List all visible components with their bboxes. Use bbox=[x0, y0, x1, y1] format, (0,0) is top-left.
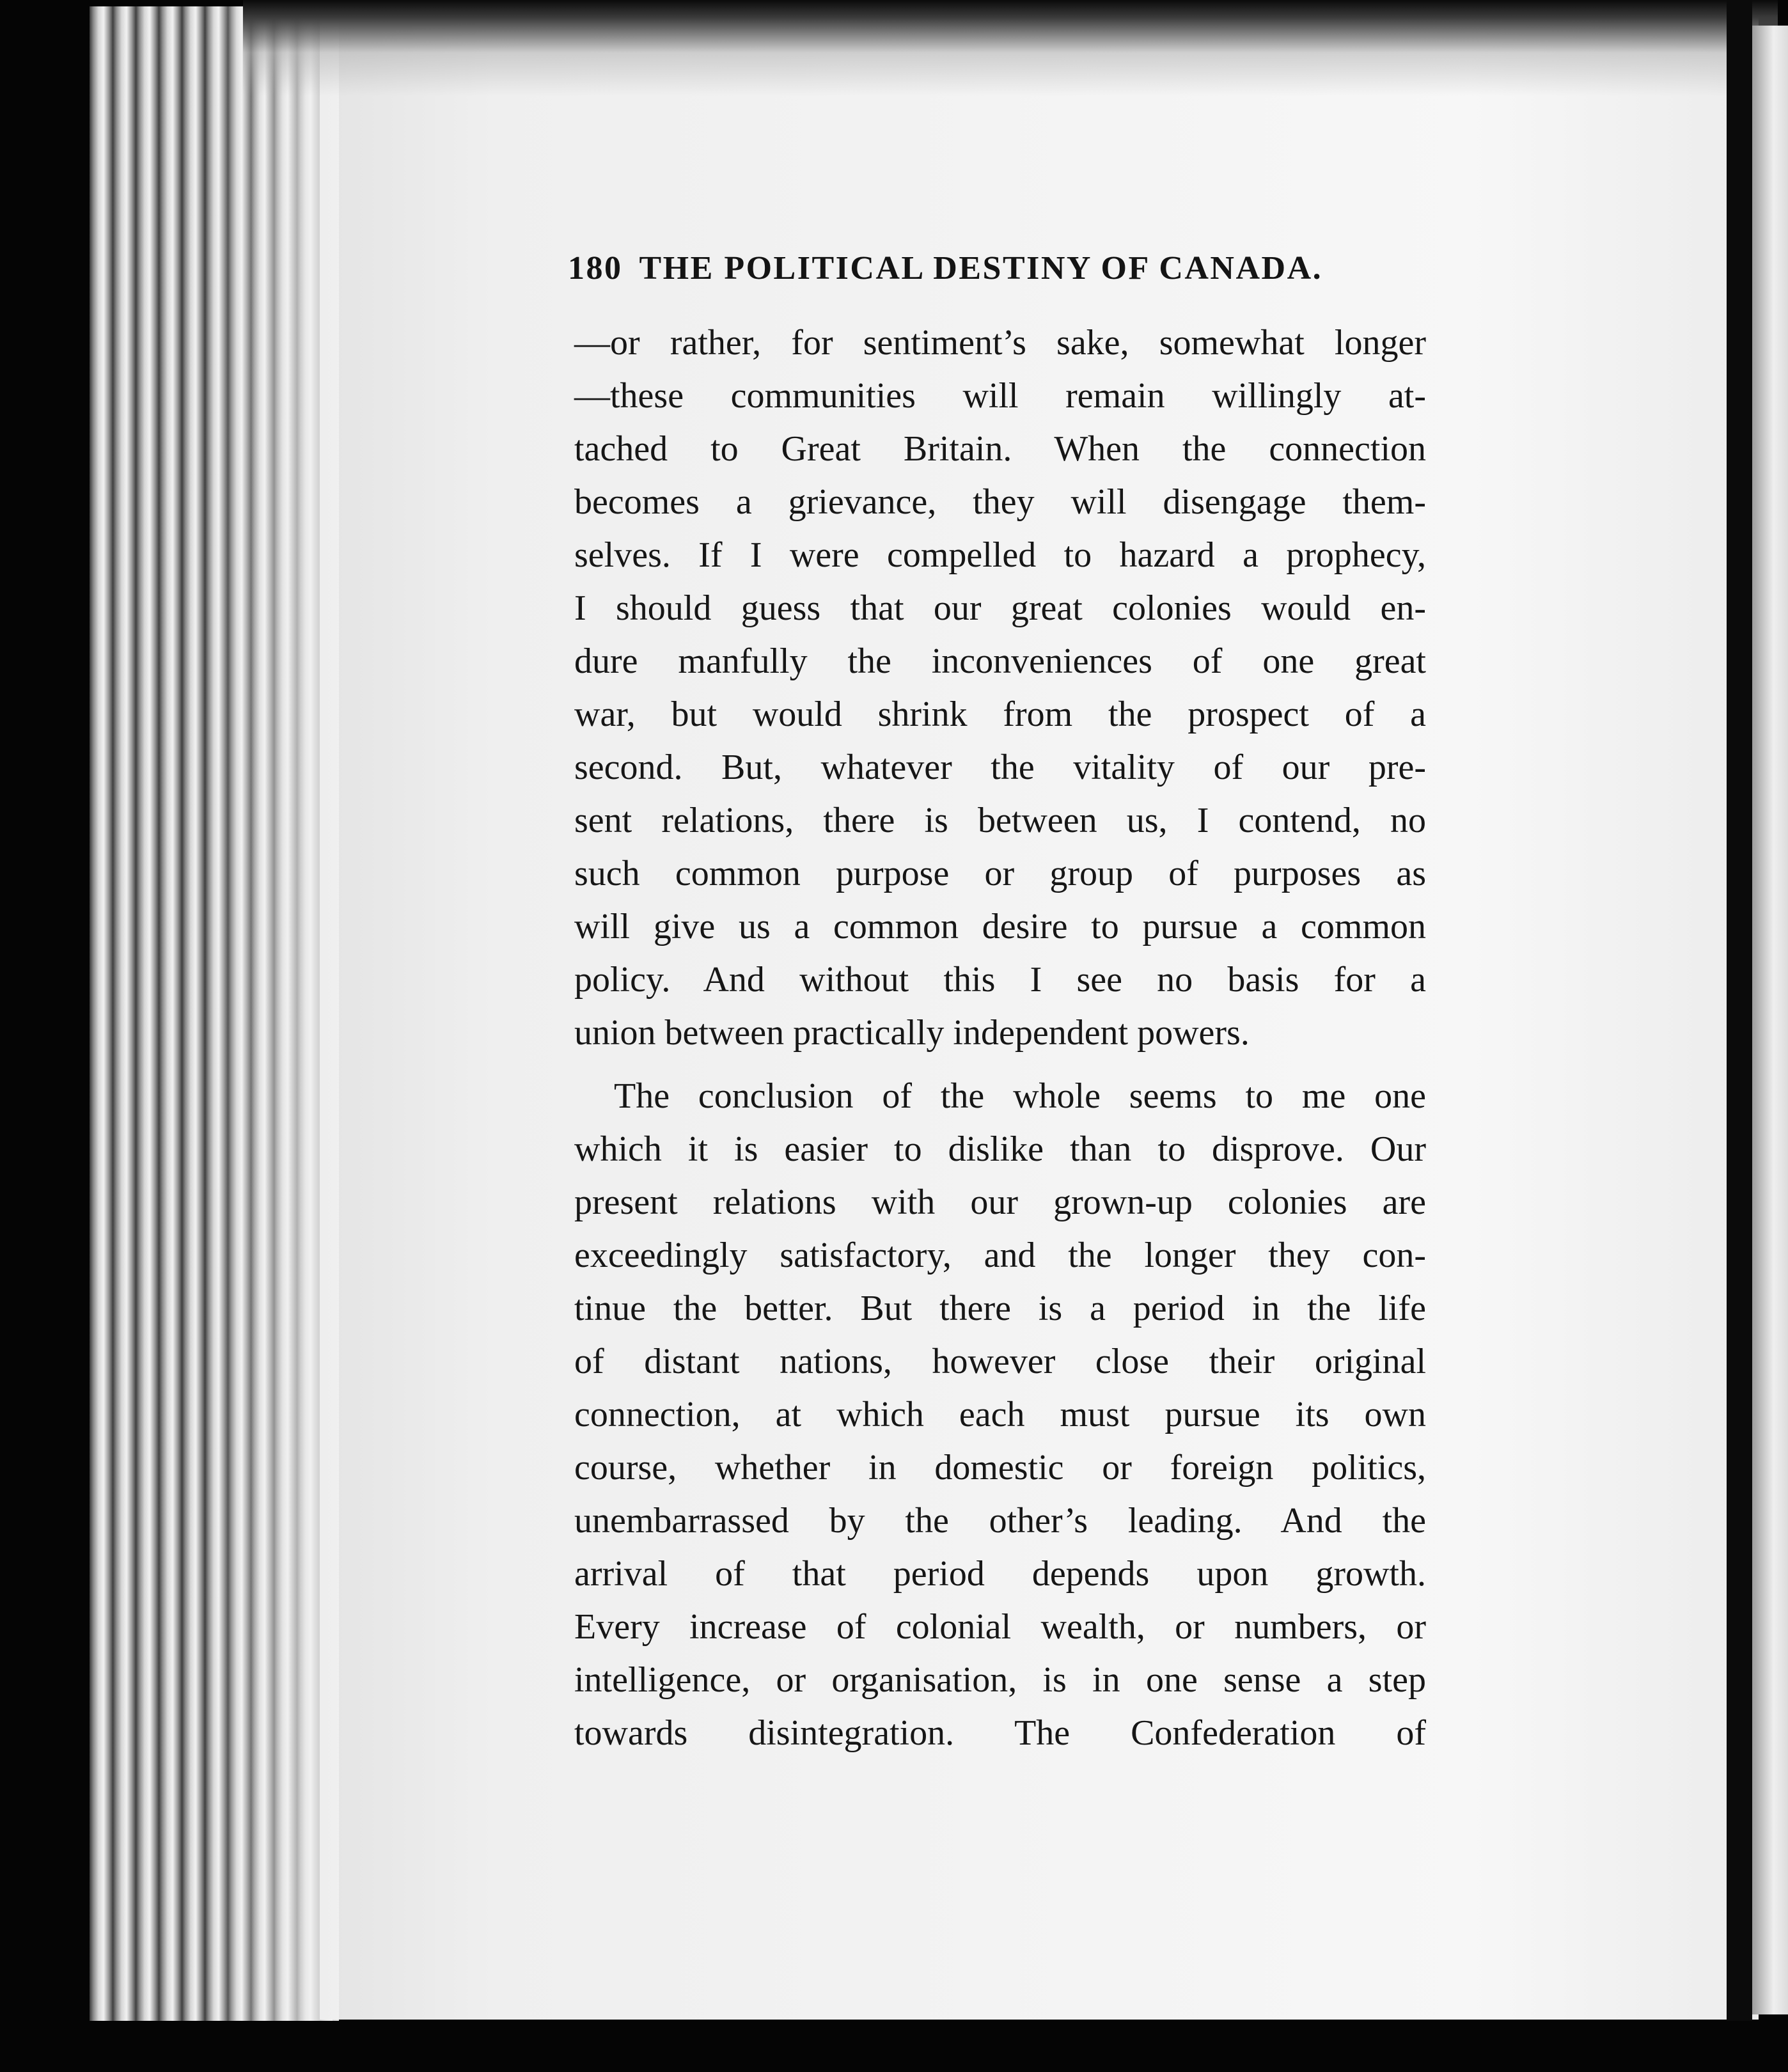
bottom-shadow bbox=[0, 2021, 1788, 2072]
text-line: second. But, whatever the vitality of our pre- bbox=[574, 748, 1426, 787]
text-line: becomes a grievance, they will disengage them- bbox=[574, 482, 1426, 522]
text-line: union between practically independent powers. bbox=[574, 1013, 1250, 1053]
binding-gutter bbox=[1727, 0, 1752, 2072]
running-head-title: THE POLITICAL DESTINY OF CANADA. bbox=[639, 250, 1323, 286]
text-line: selves. If I were compelled to hazard a prophecy, bbox=[574, 535, 1426, 575]
page-edges-fade bbox=[211, 6, 339, 2021]
top-shadow bbox=[243, 0, 1778, 96]
text-line: present relations with our grown-up colonies are bbox=[574, 1182, 1426, 1222]
text-line: which it is easier to dislike than to disprove. Our bbox=[574, 1129, 1426, 1169]
text-line: The conclusion of the whole seems to me one bbox=[614, 1076, 1426, 1116]
text-line: towards disintegration. The Confederation of bbox=[574, 1713, 1426, 1753]
text-line: tinue the better. But there is a period in the life bbox=[574, 1289, 1426, 1328]
text-line: war, but would shrink from the prospect of a bbox=[574, 695, 1426, 734]
paragraph-1 bbox=[574, 317, 1426, 1060]
text-line: exceedingly satisfactory, and the longer they con- bbox=[574, 1236, 1426, 1275]
text-line: arrival of that period depends upon growth. bbox=[574, 1554, 1426, 1594]
facing-page-edge bbox=[1752, 26, 1788, 2014]
text-line: connection, at which each must pursue its own bbox=[574, 1395, 1426, 1434]
text-line: tached to Great Britain. When the connection bbox=[574, 429, 1426, 469]
body-text bbox=[574, 317, 1426, 1760]
text-line: Every increase of colonial wealth, or numbers, or bbox=[574, 1607, 1426, 1647]
text-line: sent relations, there is between us, I contend, no bbox=[574, 801, 1426, 840]
text-line: such common purpose or group of purposes as bbox=[574, 854, 1426, 893]
text-line: unembarrassed by the other’s leading. And the bbox=[574, 1501, 1426, 1541]
paragraph-2 bbox=[574, 1070, 1426, 1760]
text-line: I should guess that our great colonies would en- bbox=[574, 588, 1426, 628]
text-line: policy. And without this I see no basis for a bbox=[574, 960, 1426, 1000]
running-head bbox=[568, 243, 1425, 294]
text-line: —these communities will remain willingly at- bbox=[574, 376, 1426, 416]
text-line: will give us a common desire to pursue a common bbox=[574, 907, 1426, 946]
page-number: 180 bbox=[568, 250, 623, 286]
paragraph-gap bbox=[574, 1060, 1426, 1070]
text-line: course, whether in domestic or foreign politics, bbox=[574, 1448, 1426, 1487]
text-line: of distant nations, however close their original bbox=[574, 1342, 1426, 1381]
text-line: —or rather, for sentiment’s sake, somewhat longer bbox=[574, 323, 1426, 363]
text-line: intelligence, or organisation, is in one sense a step bbox=[574, 1660, 1426, 1700]
text-line: dure manfully the inconveniences of one great bbox=[574, 641, 1426, 681]
